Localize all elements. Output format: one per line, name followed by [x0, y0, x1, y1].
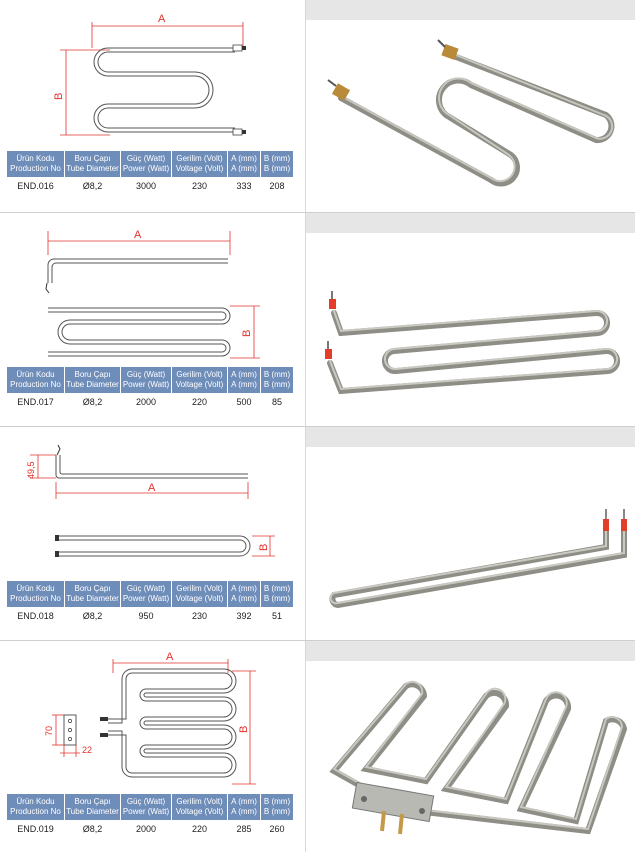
table-row [7, 178, 293, 194]
col-a-header: A (mm) A (mm) [228, 367, 260, 393]
spec-table [6, 366, 294, 411]
technical-drawing [0, 213, 305, 365]
product-row-end018 [0, 427, 635, 640]
a-value: 392 [228, 608, 260, 624]
product-photo-panel [305, 427, 635, 640]
product-photo-panel [305, 641, 635, 852]
dimension-a-label: A [134, 229, 142, 241]
photo-header-bar [306, 213, 635, 233]
spec-table [6, 150, 294, 195]
product-photo-panel [305, 213, 635, 426]
b-value: 208 [261, 178, 293, 194]
product-code: END.017 [7, 394, 64, 410]
table-row [7, 821, 293, 837]
spec-table [6, 580, 294, 625]
table-row [7, 394, 293, 410]
voltage-value: 220 [172, 394, 227, 410]
col-voltage-header: Gerilim (Volt) Voltage (Volt) [172, 151, 227, 177]
col-a-header: A (mm) A (mm) [228, 794, 260, 820]
col-power-header: Güç (Watt) Power (Watt) [121, 581, 171, 607]
voltage-value: 220 [172, 821, 227, 837]
technical-drawing [0, 427, 305, 579]
dimension-extra2-label: 22 [82, 745, 93, 755]
product-code: END.018 [7, 608, 64, 624]
col-code-header: Ürün Kodu Production No [7, 151, 64, 177]
dimension-extra-label: 70 [44, 725, 54, 736]
col-tube-header: Boru Çapı Tube Diameter [65, 151, 120, 177]
tube-diameter: Ø8,2 [65, 821, 120, 837]
a-value: 285 [228, 821, 260, 837]
col-code-header: Ürün Kodu Production No [7, 367, 64, 393]
photo-header-bar [306, 0, 635, 20]
col-tube-header: Boru Çapı Tube Diameter [65, 367, 120, 393]
product-info-panel [0, 0, 305, 212]
product-code: END.019 [7, 821, 64, 837]
tube-diameter: Ø8,2 [65, 394, 120, 410]
product-photo [306, 20, 635, 210]
col-tube-header: Boru Çapı Tube Diameter [65, 794, 120, 820]
dimension-b-label: B [258, 543, 270, 551]
product-photo-panel [305, 0, 635, 212]
product-row-end016 [0, 0, 635, 212]
power-value: 2000 [121, 821, 171, 837]
b-value: 51 [261, 608, 293, 624]
tube-diameter: Ø8,2 [65, 608, 120, 624]
technical-drawing [0, 0, 305, 150]
voltage-value: 230 [172, 608, 227, 624]
col-power-header: Güç (Watt) Power (Watt) [121, 794, 171, 820]
table-row [7, 608, 293, 624]
power-value: 2000 [121, 394, 171, 410]
product-row-end017 [0, 213, 635, 426]
product-photo [306, 661, 635, 852]
product-info-panel [0, 213, 305, 426]
col-power-header: Güç (Watt) Power (Watt) [121, 151, 171, 177]
spec-table [6, 793, 294, 838]
col-b-header: B (mm) B (mm) [261, 151, 293, 177]
col-tube-header: Boru Çapı Tube Diameter [65, 581, 120, 607]
dimension-a-label: A [158, 13, 166, 25]
b-value: 85 [261, 394, 293, 410]
power-value: 3000 [121, 178, 171, 194]
dimension-b-label: B [53, 92, 65, 100]
col-b-header: B (mm) B (mm) [261, 794, 293, 820]
dimension-a-label: A [166, 651, 174, 663]
col-a-header: A (mm) A (mm) [228, 581, 260, 607]
col-code-header: Ürün Kodu Production No [7, 794, 64, 820]
power-value: 950 [121, 608, 171, 624]
technical-drawing [0, 641, 305, 793]
voltage-value: 230 [172, 178, 227, 194]
photo-header-bar [306, 427, 635, 447]
product-info-panel [0, 641, 305, 852]
dimension-b-label: B [238, 725, 250, 733]
dimension-extra-label: 49,5 [26, 461, 36, 479]
product-photo [306, 233, 635, 426]
a-value: 500 [228, 394, 260, 410]
col-voltage-header: Gerilim (Volt) Voltage (Volt) [172, 367, 227, 393]
col-b-header: B (mm) B (mm) [261, 367, 293, 393]
col-voltage-header: Gerilim (Volt) Voltage (Volt) [172, 581, 227, 607]
col-a-header: A (mm) A (mm) [228, 151, 260, 177]
col-code-header: Ürün Kodu Production No [7, 581, 64, 607]
a-value: 333 [228, 178, 260, 194]
product-info-panel [0, 427, 305, 640]
b-value: 260 [261, 821, 293, 837]
dimension-b-label: B [241, 329, 253, 337]
photo-header-bar [306, 641, 635, 661]
product-row-end019 [0, 641, 635, 852]
product-photo [306, 447, 635, 640]
dimension-a-label: A [148, 482, 156, 494]
col-b-header: B (mm) B (mm) [261, 581, 293, 607]
tube-diameter: Ø8,2 [65, 178, 120, 194]
product-code: END.016 [7, 178, 64, 194]
col-power-header: Güç (Watt) Power (Watt) [121, 367, 171, 393]
col-voltage-header: Gerilim (Volt) Voltage (Volt) [172, 794, 227, 820]
